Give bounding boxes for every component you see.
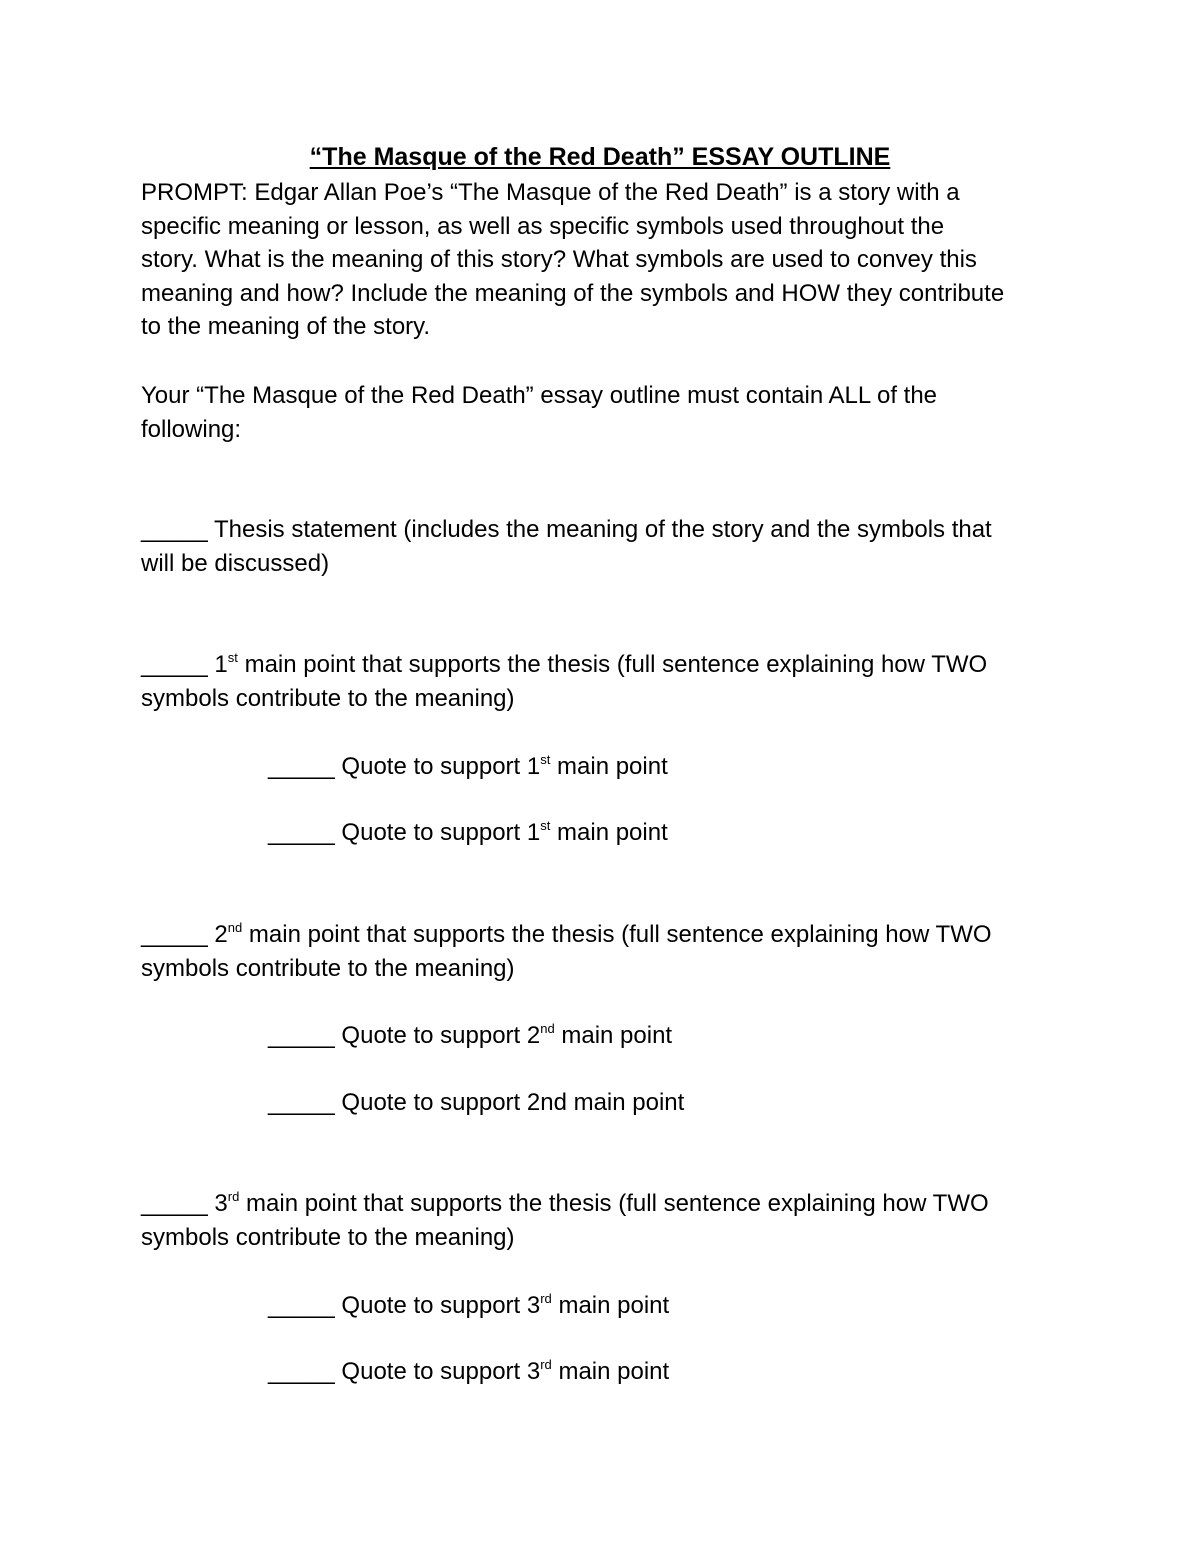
ordinal-suffix: st [227, 650, 238, 665]
ordinal-suffix: nd [540, 1021, 555, 1036]
check-blank: _____ [268, 1292, 335, 1319]
check-blank: _____ [141, 1190, 208, 1217]
checklist-subitem-quote [268, 1289, 1068, 1323]
intro-line: Your “The Masque of the Red Death” essay outline must contain ALL of the [141, 382, 938, 409]
item-text: main point [561, 1022, 673, 1049]
item-text: Quote to support 1 [341, 753, 541, 780]
item-text: symbols contribute to the meaning) [141, 684, 515, 712]
ordinal-suffix: rd [227, 1189, 240, 1204]
item-text: main point [557, 753, 668, 780]
checklist-item-thesis [141, 513, 1081, 580]
intro-line: following: [141, 415, 242, 443]
checklist-subitem-quote [268, 1086, 1068, 1120]
item-text: Quote to support 3 [341, 1292, 541, 1319]
checklist-item-main-point-3 [141, 1187, 1081, 1254]
ordinal-suffix: nd [227, 920, 243, 935]
checklist-subitem-quote [268, 1019, 1068, 1053]
item-text: Quote to support 2 [341, 1022, 541, 1049]
prompt-line: to the meaning of the story. [141, 313, 431, 340]
check-blank: _____ [268, 753, 335, 780]
ordinal-suffix: st [540, 818, 551, 833]
item-text: main point [557, 819, 668, 846]
checklist-item-main-point-2 [141, 918, 1081, 985]
ordinal-suffix: rd [540, 1357, 552, 1372]
item-text: main point that supports the thesis (full sentence explaining how TWO [248, 921, 992, 948]
item-text: Quote to support 1 [341, 819, 541, 846]
prompt-line: specific meaning or lesson, as well as specific symbols used throughout the [141, 212, 945, 240]
document-title: “The Masque of the Red Death” ESSAY OUTLINE [309, 143, 891, 171]
prompt-line: meaning and how? Include the meaning of the symbols and HOW they contribute [141, 279, 1005, 307]
item-text: symbols contribute to the meaning) [141, 954, 515, 982]
item-text: main point that supports the thesis (full sentence explaining how TWO [246, 1190, 989, 1217]
ordinal-number: 3 [214, 1190, 228, 1217]
prompt-paragraph [141, 176, 1081, 344]
ordinal-suffix: st [540, 752, 551, 767]
ordinal-number: 2 [214, 921, 228, 948]
prompt-line: PROMPT: Edgar Allan Poe’s “The Masque of the Red Death” is a story with a [141, 179, 960, 206]
item-text: symbols contribute to the meaning) [141, 1223, 515, 1251]
check-blank: _____ [268, 1358, 335, 1385]
intro-paragraph [141, 379, 1081, 446]
ordinal-suffix: rd [540, 1291, 552, 1306]
checklist-item-main-point-1 [141, 648, 1081, 715]
item-text: main point that supports the thesis (full sentence explaining how TWO [244, 651, 988, 678]
check-blank: _____ [141, 651, 208, 678]
check-blank: _____ [268, 819, 335, 846]
item-text: main point [558, 1292, 670, 1319]
check-blank: _____ [141, 921, 208, 948]
checklist-subitem-quote [268, 1355, 1068, 1389]
checklist-subitem-quote [268, 816, 1068, 850]
check-blank: _____ [268, 1022, 335, 1049]
check-blank: _____ [141, 516, 208, 543]
prompt-line: story. What is the meaning of this story? What symbols are used to convey this [141, 246, 977, 273]
ordinal-number: 1 [214, 651, 228, 678]
item-text: Quote to support 2nd main point [341, 1089, 685, 1116]
check-blank: _____ [268, 1089, 335, 1116]
checklist-subitem-quote [268, 750, 1068, 784]
item-text: will be discussed) [141, 549, 330, 577]
item-text: Quote to support 3 [341, 1358, 541, 1385]
item-text: main point [558, 1358, 670, 1385]
item-text: Thesis statement (includes the meaning of the story and the symbols that [213, 516, 992, 543]
